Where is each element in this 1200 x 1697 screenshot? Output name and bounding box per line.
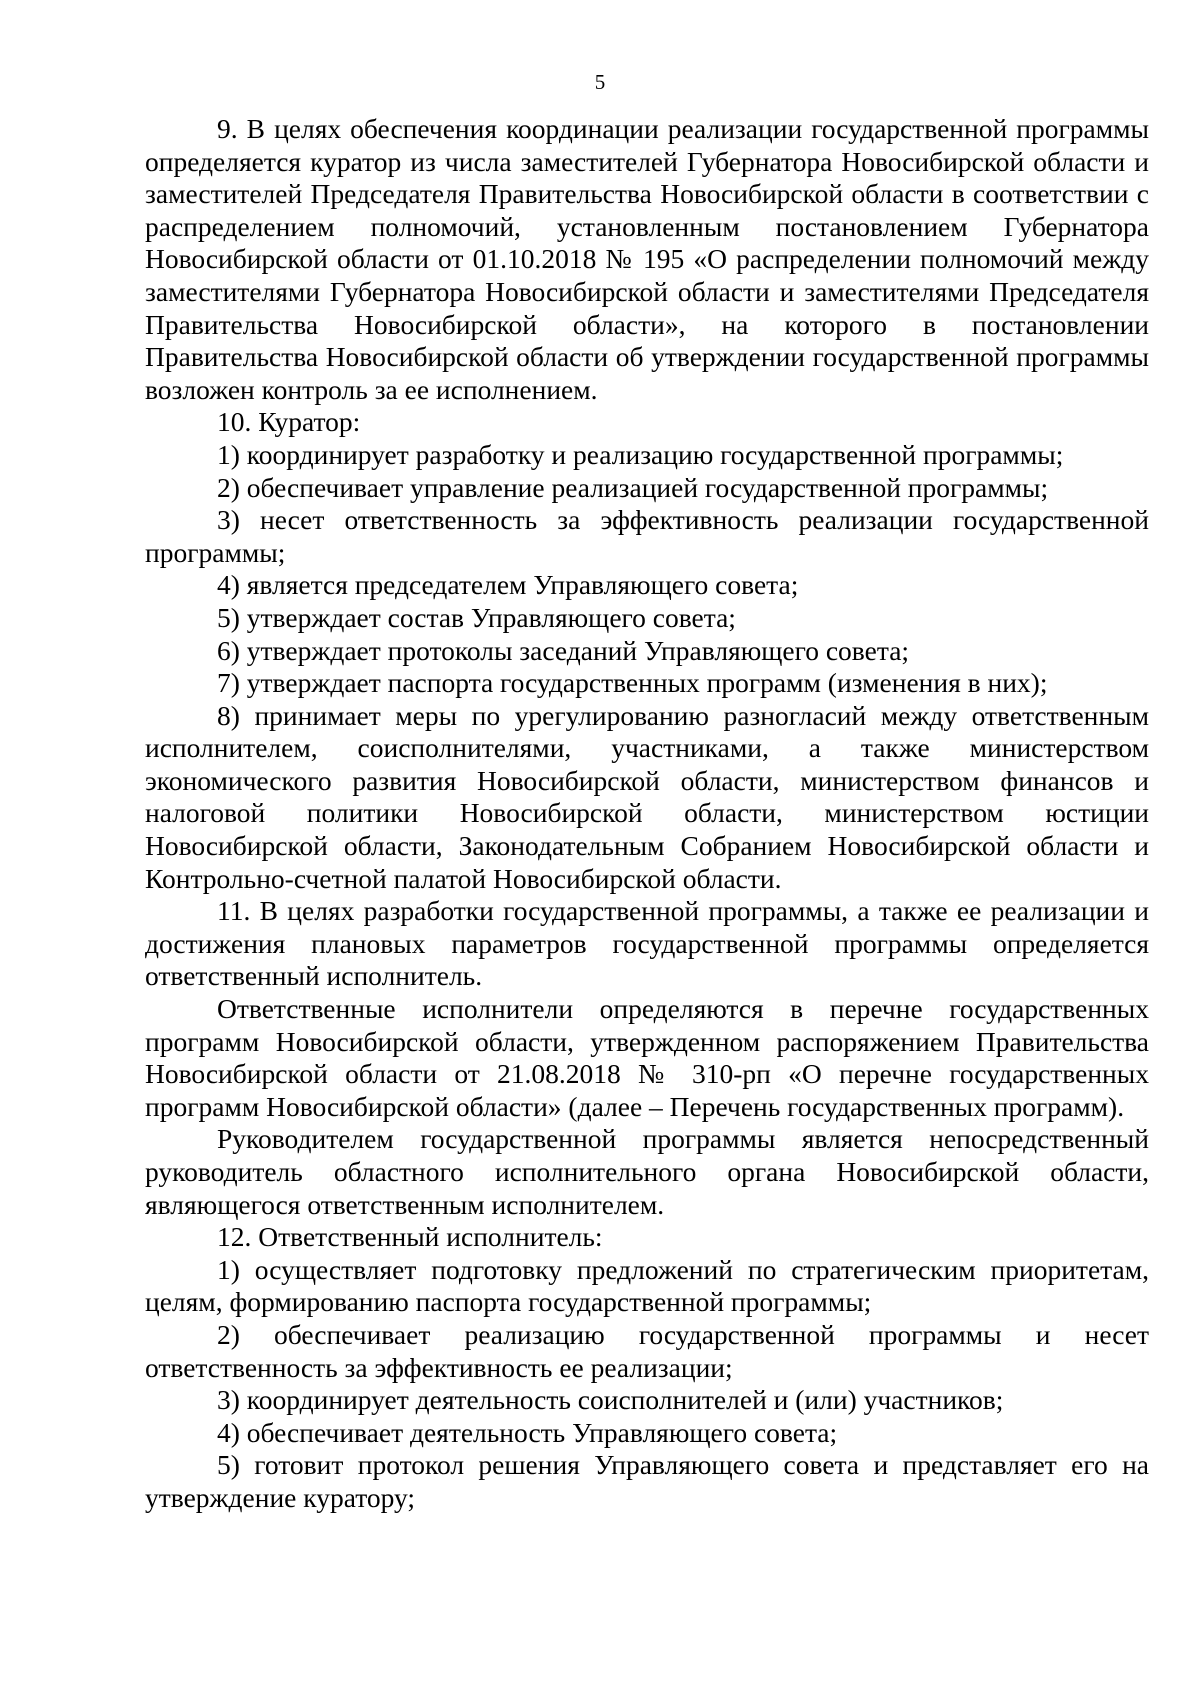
list-item: 5) готовит протокол решения Управляющего совета и представляет его на утверждение куратору; xyxy=(145,1449,1149,1513)
document-body xyxy=(145,113,1149,1515)
list-item: 3) координирует деятельность соисполнителей и (или) участников; xyxy=(217,1384,1004,1416)
paragraph-9: 9. В целях обеспечения координации реализации государственной программы определяется куратор из числа заместителей Губернатора Новосибирской области и заместителей Председателя Правительства Новосибирской области в соответствии с распределением полномочий, установленным постановлением Губернатора Новосибирской области от 01.10.2018 № 195 «О распределении полномочий между заместителями Губернатора Новосибирской области и заместителями Председателя Правительства Новосибирской области», на которого в постановлении Правительства Новосибирской области об утверждении государственной программы возложен контроль за ее исполнением. xyxy=(145,113,1149,405)
list-item: 8) принимает меры по урегулированию разногласий между ответственным исполнителем, соисполнителями, участниками, а также министерством экономического развития Новосибирской области, министерством финансов и налоговой политики Новосибирской области, министерством юстиции Новосибирской области, Законодательным Собранием Новосибирской области и Контрольно-счетной палатой Новосибирской области. xyxy=(145,699,1149,894)
list-item: 7) утверждает паспорта государственных программ (изменения в них); xyxy=(217,667,1048,699)
paragraph-12-heading: 12. Ответственный исполнитель: xyxy=(217,1221,603,1253)
list-item: 5) утверждает состав Управляющего совета; xyxy=(217,601,736,633)
paragraph: Ответственные исполнители определяются в перечне государственных программ Новосибирской области, утвержденном распоряжением Правительства Новосибирской области от 21.08.2018 № 310-рп «О перечне государственных программ Новосибирской области» (далее – Перечень государственных программ). xyxy=(145,993,1149,1122)
paragraph-10-heading: 10. Куратор: xyxy=(217,406,361,438)
list-item: 3) несет ответственность за эффективность реализации государственной программы; xyxy=(145,504,1149,568)
list-item: 4) обеспечивает деятельность Управляющего совета; xyxy=(217,1416,838,1448)
list-item: 1) осуществляет подготовку предложений по стратегическим приоритетам, целям, формированию паспорта государственной программы; xyxy=(145,1253,1149,1318)
list-item: 1) координирует разработку и реализацию государственной программы; xyxy=(217,438,1064,470)
list-item: 6) утверждает протоколы заседаний Управляющего совета; xyxy=(217,634,910,666)
list-item: 2) обеспечивает управление реализацией государственной программы; xyxy=(217,471,1049,503)
paragraph: Руководителем государственной программы является непосредственный руководитель областного исполнительного органа Новосибирской области, являющегося ответственным исполнителем. xyxy=(145,1123,1149,1220)
page-number: 5 xyxy=(594,70,606,94)
paragraph-11: 11. В целях разработки государственной программы, а также ее реализации и достижения плановых параметров государственной программы определяется ответственный исполнитель. xyxy=(145,895,1149,992)
list-item: 2) обеспечивает реализацию государственной программы и несет ответственность за эффективность ее реализации; xyxy=(145,1318,1149,1383)
list-item: 4) является председателем Управляющего совета; xyxy=(217,569,799,601)
